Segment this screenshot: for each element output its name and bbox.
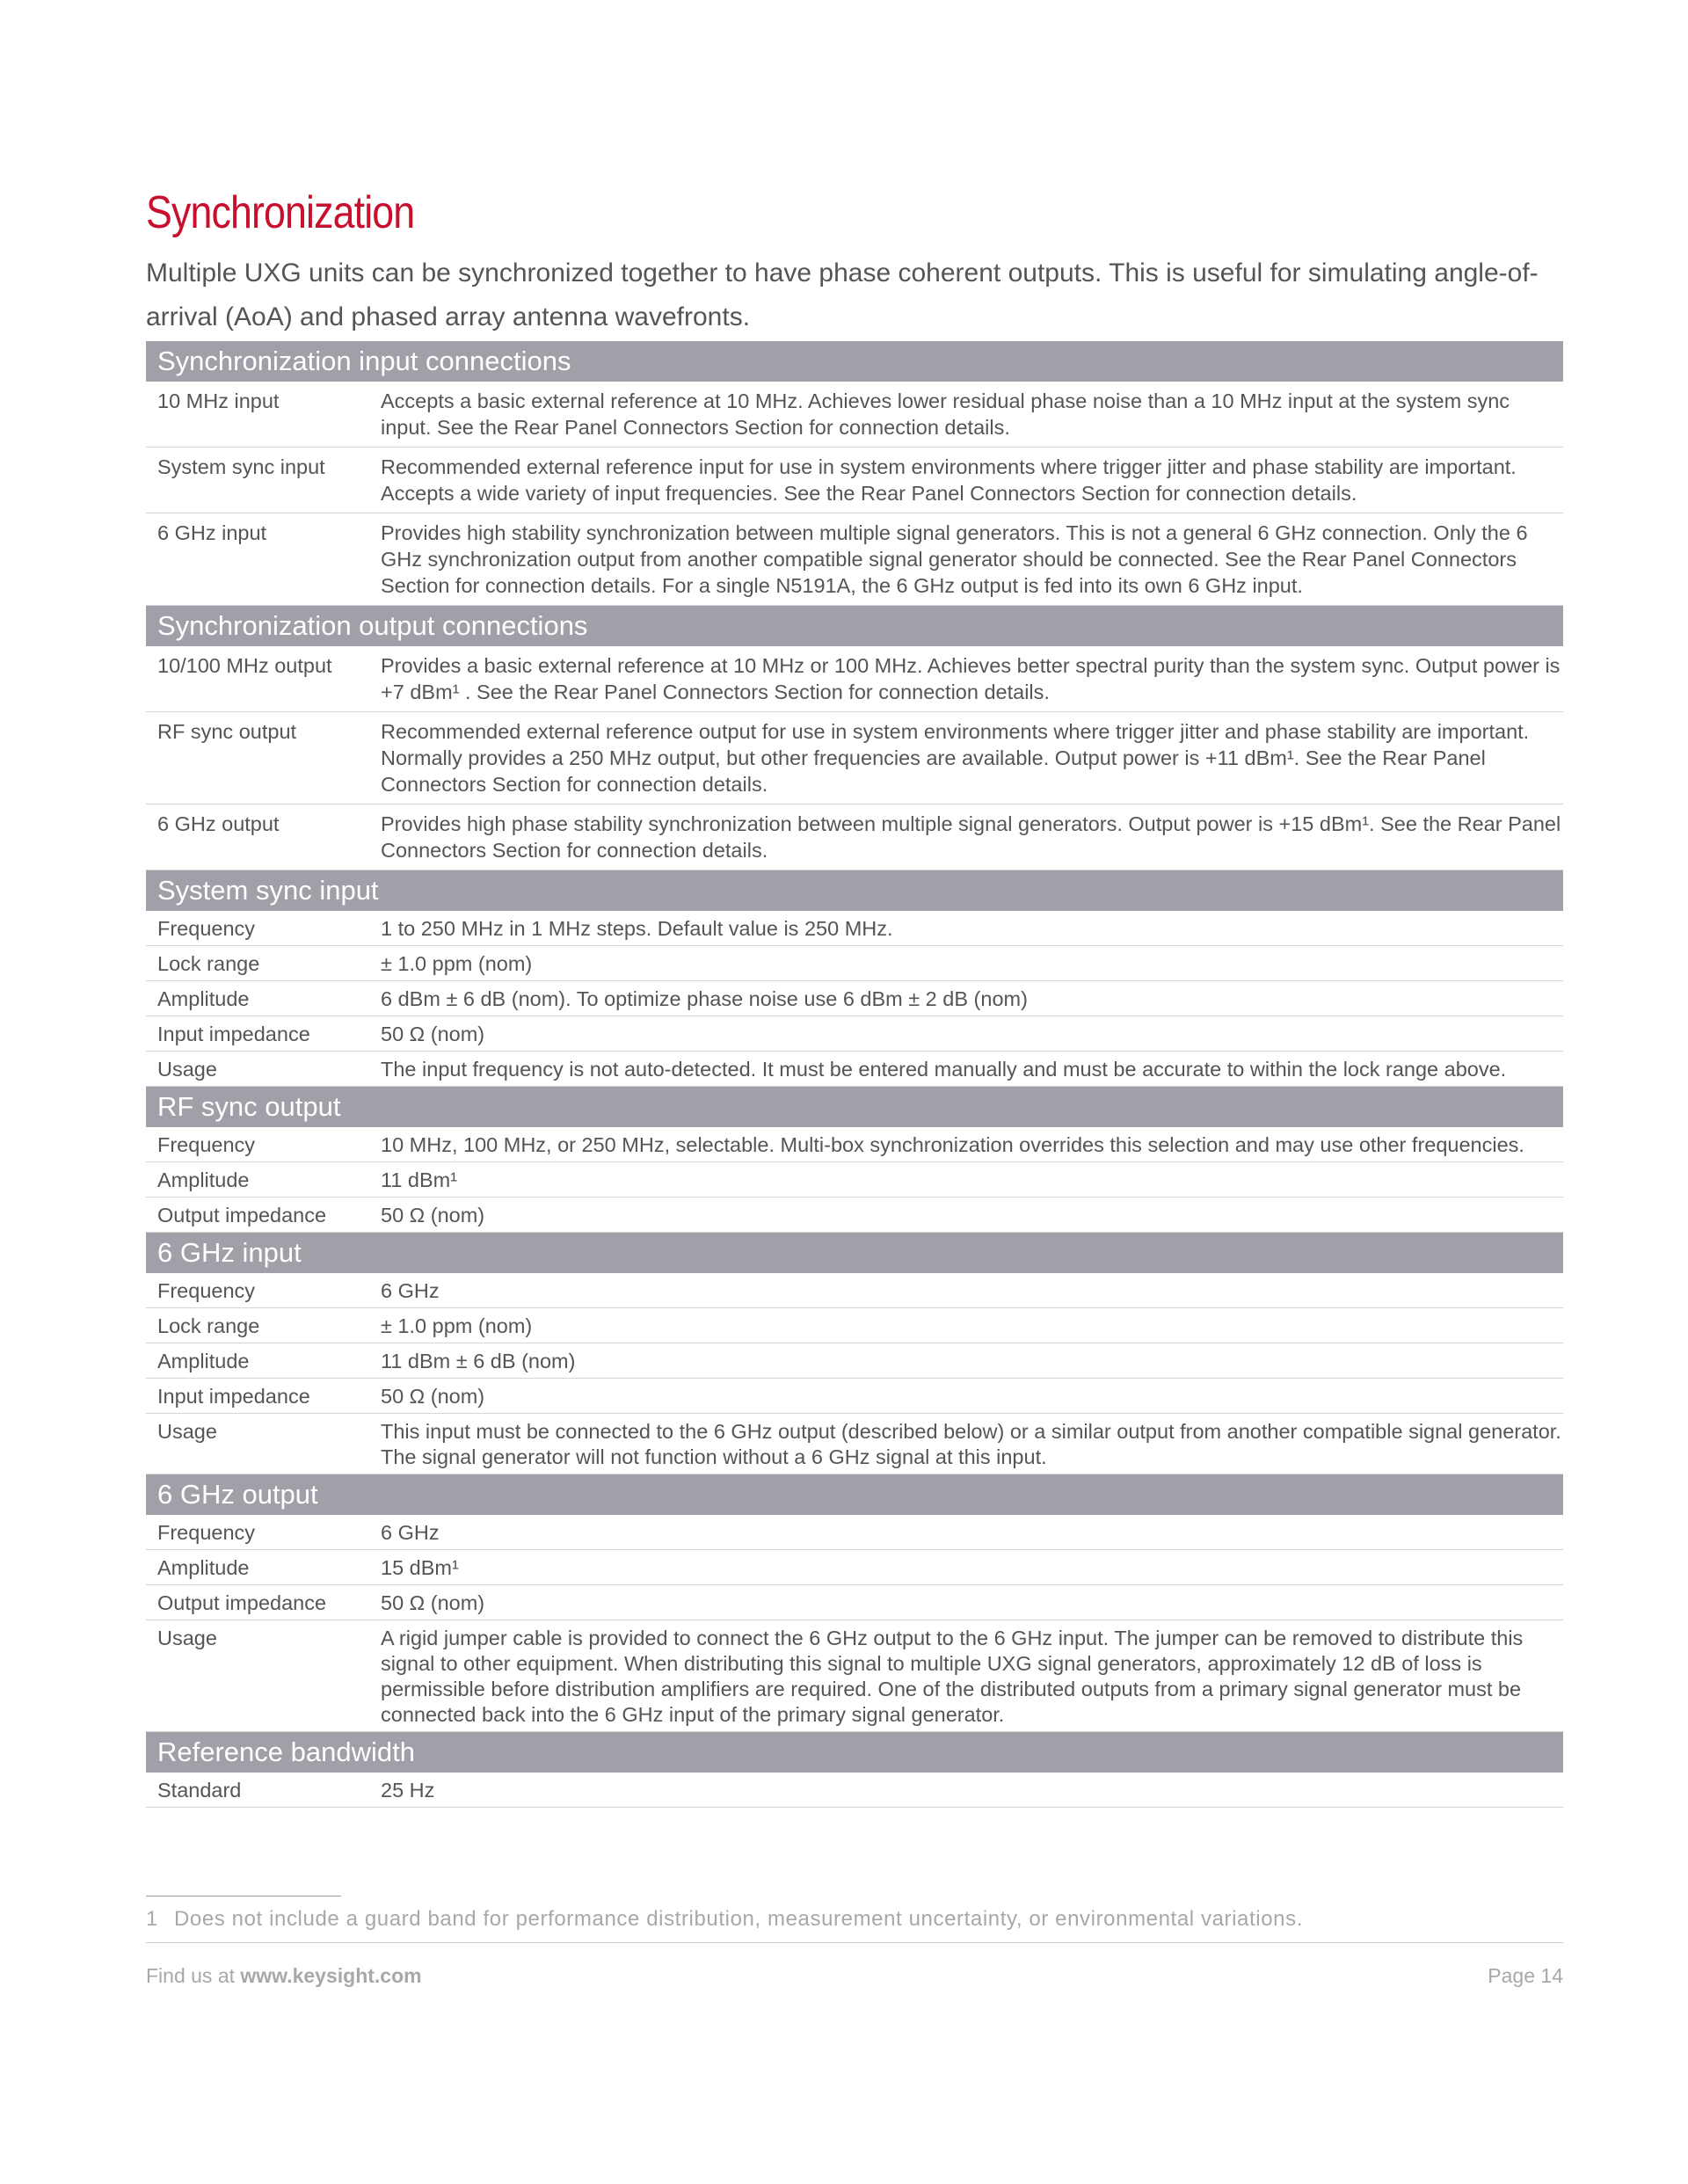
table-row (146, 1308, 1563, 1343)
row-value: 50 Ω (nom) (381, 1379, 1563, 1414)
row-label: Amplitude (146, 1343, 381, 1379)
row-label: System sync input (146, 448, 381, 513)
section-heading: Synchronization output connections (146, 606, 1563, 647)
row-label: Usage (146, 1620, 381, 1732)
footer-contact (146, 1964, 422, 1988)
row-value: 11 dBm ± 6 dB (nom) (381, 1343, 1563, 1379)
section-heading: System sync input (146, 870, 1563, 912)
table-row (146, 804, 1563, 870)
row-label: Frequency (146, 1515, 381, 1550)
table-row (146, 1127, 1563, 1162)
row-value: 11 dBm¹ (381, 1162, 1563, 1198)
row-value: Accepts a basic external reference at 10 MHz. Achieves lower residual phase noise than a 10 MHz input at the system sync input. See the Rear Panel Connectors Section for connection details. (381, 382, 1563, 448)
section-heading: Synchronization input connections (146, 341, 1563, 382)
spec-table (146, 341, 1563, 1808)
table-row (146, 1379, 1563, 1414)
footer-find-us: Find us at (146, 1964, 235, 1987)
row-value: Recommended external reference input for use in system environments where trigger jitter and phase stability are important. Accepts a wide variety of input frequencies. See the Rear Panel Connectors Section for connection details. (381, 448, 1563, 513)
footnote (146, 1907, 1563, 1943)
table-row (146, 1273, 1563, 1308)
footnote-number: 1 (146, 1907, 158, 1931)
table-row (146, 981, 1563, 1016)
row-value: A rigid jumper cable is provided to connect the 6 GHz output to the 6 GHz input. The jumper can be removed to distribute this signal to other equipment. When distributing this signal to multiple UXG signal generators, approximately 12 dB of loss is permissible before distribution amplifiers are required. One of the distributed outputs from a primary signal generator must be connected back into the 6 GHz input of the primary signal generator. (381, 1620, 1563, 1732)
row-label: Frequency (146, 1127, 381, 1162)
row-value: ± 1.0 ppm (nom) (381, 1308, 1563, 1343)
table-row (146, 448, 1563, 513)
document-page (146, 186, 1563, 1988)
section-header (146, 1474, 1563, 1516)
intro-paragraph: Multiple UXG units can be synchronized together to have phase coherent outputs. This is useful for simulating angle-of-arrival (AoA) and phased array antenna wavefronts. (146, 258, 1539, 331)
row-label: Frequency (146, 1273, 381, 1308)
table-row (146, 1162, 1563, 1198)
section-heading: 6 GHz input (146, 1233, 1563, 1274)
table-row (146, 1016, 1563, 1052)
row-label: Amplitude (146, 1550, 381, 1585)
table-row (146, 946, 1563, 981)
row-value: Recommended external reference output for use in system environments where trigger jitter and phase stability are important. Normally provides a 250 MHz output, but other frequencies are available. Output power is +11 dBm¹. See the Rear Panel Connectors Section for connection details. (381, 712, 1563, 804)
table-row (146, 1773, 1563, 1808)
row-label: Usage (146, 1414, 381, 1474)
table-row (146, 911, 1563, 946)
table-row (146, 1550, 1563, 1585)
table-row (146, 382, 1563, 448)
row-label: RF sync output (146, 712, 381, 804)
row-label: Frequency (146, 911, 381, 946)
row-value: 50 Ω (nom) (381, 1016, 1563, 1052)
row-value: 25 Hz (381, 1773, 1563, 1808)
row-label: Lock range (146, 1308, 381, 1343)
section-heading: 6 GHz output (146, 1474, 1563, 1516)
section-header (146, 870, 1563, 912)
row-value: Provides high phase stability synchronization between multiple signal generators. Output power is +15 dBm¹. See the Rear Panel Connectors Section for connection details. (381, 804, 1563, 870)
row-value: Provides a basic external reference at 10 MHz or 100 MHz. Achieves better spectral purity than the system sync. Output power is +7 dBm¹ . See the Rear Panel Connectors Section for connection details. (381, 646, 1563, 712)
table-row (146, 513, 1563, 606)
row-value: 50 Ω (nom) (381, 1585, 1563, 1620)
section-header (146, 606, 1563, 647)
table-row (146, 1585, 1563, 1620)
row-label: Usage (146, 1052, 381, 1087)
table-row (146, 646, 1563, 712)
footer-website-link[interactable]: www.keysight.com (240, 1964, 422, 1987)
row-label: Amplitude (146, 981, 381, 1016)
section-header (146, 1732, 1563, 1773)
table-row (146, 1414, 1563, 1474)
row-label: Amplitude (146, 1162, 381, 1198)
table-row (146, 1620, 1563, 1732)
row-value: This input must be connected to the 6 GHz output (described below) or a similar output from another compatible signal generator. The signal generator will not function without a 6 GHz signal at this input. (381, 1414, 1563, 1474)
row-value: 50 Ω (nom) (381, 1198, 1563, 1233)
row-value: The input frequency is not auto-detected. It must be entered manually and must be accurate to within the lock range above. (381, 1052, 1563, 1087)
row-label: Standard (146, 1773, 381, 1808)
row-label: 6 GHz output (146, 804, 381, 870)
row-label: Output impedance (146, 1585, 381, 1620)
row-label: 10/100 MHz output (146, 646, 381, 712)
table-row (146, 1198, 1563, 1233)
page-number: Page 14 (1488, 1964, 1563, 1987)
row-value: Provides high stability synchronization between multiple signal generators. This is not a general 6 GHz connection. Only the 6 GHz synchronization output from another compatible signal generator should be connected. See the Rear Panel Connectors Section for connection details. For a single N5191A, the 6 GHz output is fed into its own 6 GHz input. (381, 513, 1563, 606)
row-value: 1 to 250 MHz in 1 MHz steps. Default value is 250 MHz. (381, 911, 1563, 946)
row-label: Lock range (146, 946, 381, 981)
section-header (146, 1233, 1563, 1274)
row-label: 10 MHz input (146, 382, 381, 448)
row-value: 6 GHz (381, 1273, 1563, 1308)
section-heading: Reference bandwidth (146, 1732, 1563, 1773)
page-title: Synchronization (146, 187, 415, 238)
row-label: 6 GHz input (146, 513, 381, 606)
section-header (146, 341, 1563, 382)
section-heading: RF sync output (146, 1087, 1563, 1128)
row-label: Input impedance (146, 1379, 381, 1414)
row-value: 10 MHz, 100 MHz, or 250 MHz, selectable. Multi-box synchronization overrides this selection and may use other frequencies. (381, 1127, 1563, 1162)
footnote-text: Does not include a guard band for performance distribution, measurement uncertainty, or environmental variations. (173, 1907, 1303, 1931)
page-footer (146, 1964, 1563, 1988)
table-row (146, 1515, 1563, 1550)
table-row (146, 1052, 1563, 1087)
row-value: 6 dBm ± 6 dB (nom). To optimize phase noise use 6 dBm ± 2 dB (nom) (381, 981, 1563, 1016)
table-row (146, 712, 1563, 804)
row-value: 6 GHz (381, 1515, 1563, 1550)
table-row (146, 1343, 1563, 1379)
row-value: 15 dBm¹ (381, 1550, 1563, 1585)
section-header (146, 1087, 1563, 1128)
row-label: Output impedance (146, 1198, 381, 1233)
row-value: ± 1.0 ppm (nom) (381, 946, 1563, 981)
row-label: Input impedance (146, 1016, 381, 1052)
